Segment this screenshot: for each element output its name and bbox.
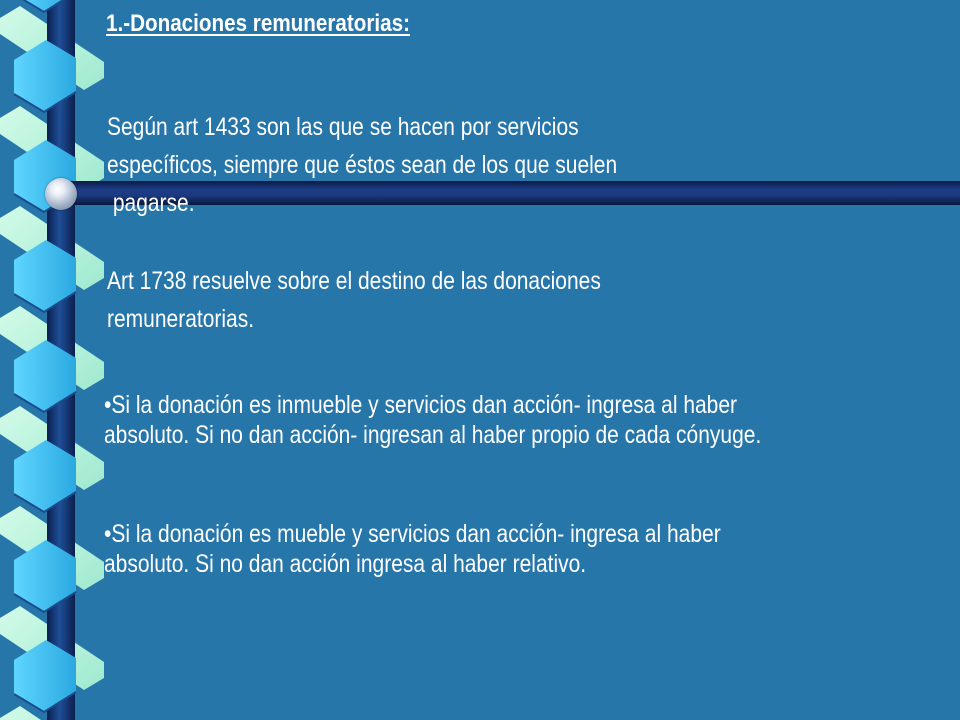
paragraph-line: específicos, siempre que éstos sean de los que suelen	[107, 151, 618, 179]
paragraph-art-1433	[107, 108, 617, 222]
bullet-line: •Si la donación es inmueble y servicios dan acción- ingresa al haber	[104, 391, 738, 419]
paragraph-line: remuneratorias.	[107, 305, 255, 333]
paragraph-line: pagarse.	[107, 189, 195, 217]
paragraph-line: Según art 1433 son las que se hacen por servicios	[107, 113, 579, 141]
bullet-line: absoluto. Si no dan acción ingresa al haber relativo.	[104, 550, 587, 578]
bullet-line: absoluto. Si no dan acción- ingresan al haber propio de cada cónyuge.	[104, 421, 762, 449]
paragraph-line: Art 1738 resuelve sobre el destino de las donaciones	[107, 267, 601, 295]
bullet-mueble	[104, 519, 721, 579]
divider-knob	[45, 178, 77, 210]
left-ribbon-decoration	[0, 0, 110, 720]
bullet-inmueble	[104, 390, 761, 450]
bullet-line: •Si la donación es mueble y servicios dan acción- ingresa al haber	[104, 520, 721, 548]
paragraph-art-1738	[107, 262, 601, 338]
slide-title: 1.-Donaciones remuneratorias:	[106, 10, 410, 37]
